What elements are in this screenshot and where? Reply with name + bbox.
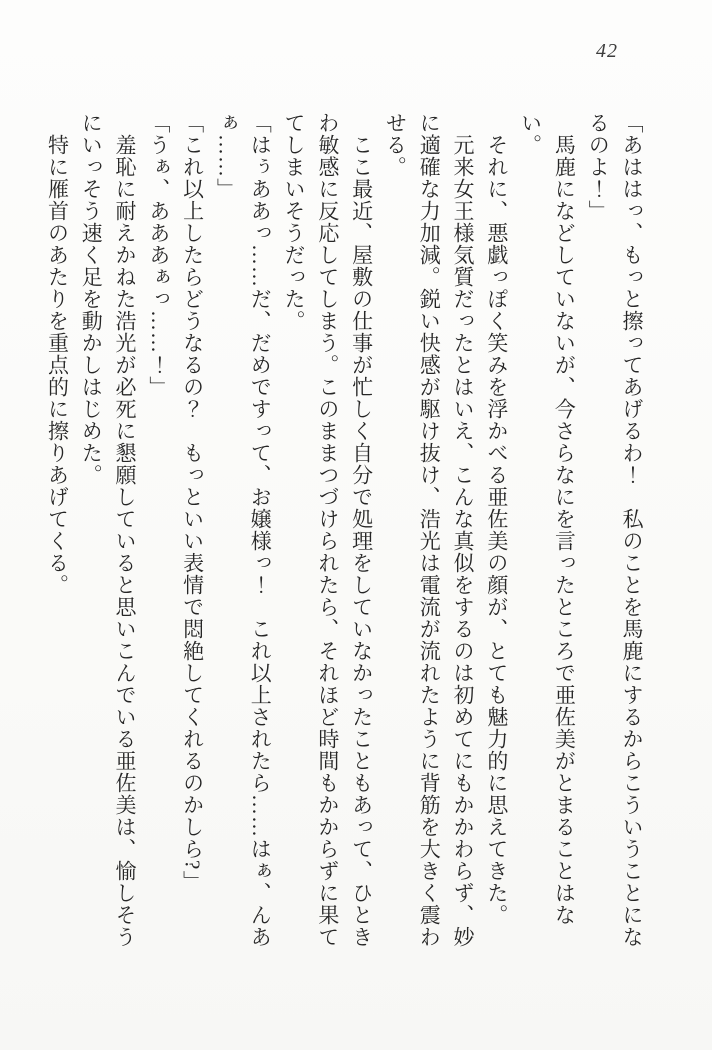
paragraph: 「あははっ、もっと擦ってあげるわ！ 私のことを馬鹿にするからこういうことになるのよ！」 [586, 112, 644, 948]
paragraph: 「はぅああっ……だ、だめですって、お嬢様っ！ これ以上されたら……はぁ、んあぁ……」 [214, 112, 273, 948]
paragraph: 「これ以上したらどうなるの？ もっといい表情で悶絶してくれるのかしら?」 [180, 112, 205, 893]
paragraph: 羞恥に耐えかねた浩光が必死に懇願していると思いこんでいる亜佐美は、愉しそうにいっそう速く足を動かしはじめた。 [79, 112, 138, 948]
paragraph: それに、悪戯っぽく笑みを浮かべる亜佐美の顔が、とても魅力的に思えてきた。 [484, 112, 509, 926]
paragraph: ここ最近、屋敷の仕事が忙しく自分で処理をしていなかったこともあって、ひときわ敏感に反応してしまう。このままつづけられたら、それほど時間もかからずに果ててしまいそうだった。 [282, 112, 374, 948]
paragraph: 馬鹿になどしていないが、今さらなにを言ったところで亜佐美がとまることはない。 [518, 112, 577, 926]
vertical-text-block [45, 112, 648, 950]
paragraph: 「うぁ、あああぁっ……！」 [146, 112, 171, 398]
paragraph: 特に雁首のあたりを重点的に擦りあげてくる。 [45, 112, 70, 596]
page-number: 42 [596, 40, 618, 62]
paragraph: 元来女王様気質だったとはいえ、こんな真似をするのは初めてにもかかわらず、妙に適確な力加減。鋭い快感が駆け抜け、浩光は電流が流れたように背筋を大きく震わせる。 [383, 112, 476, 948]
